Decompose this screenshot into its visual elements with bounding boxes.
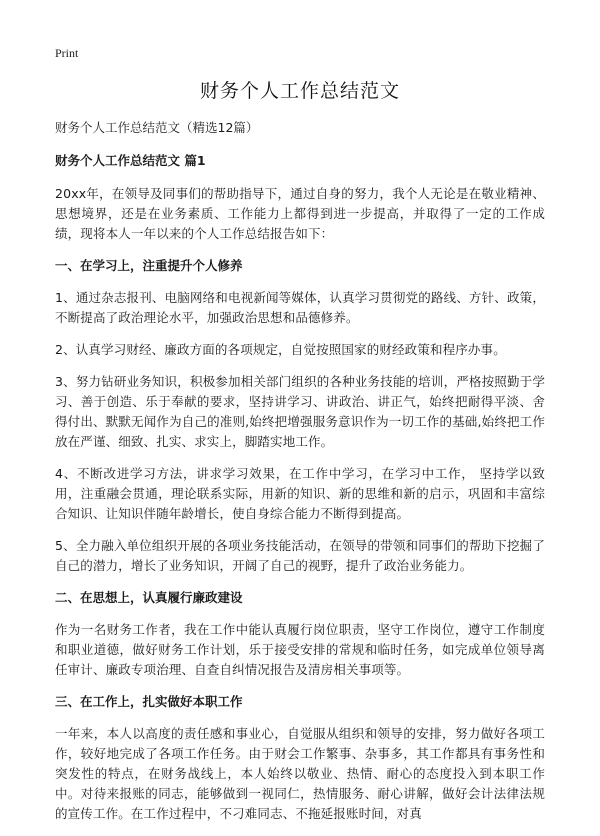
- list-item: 2、认真学习财经、廉政方面的各项规定，自觉按照国家的财经政策和程序办事。: [55, 342, 506, 357]
- list-item: 1、通过杂志报刊、电脑网络和电视新闻等媒体，认真学习贯彻党的路线、方针、政策，不断提高了政治理论水平，加强政治思想和品德修养。: [55, 290, 545, 325]
- document-body: [55, 118, 545, 836]
- section-title: 财务个人工作总结范文 篇1: [55, 153, 206, 168]
- list-item: 4、不断改进学习方法，讲求学习效果，在工作中学习，在学习中工作， 坚持学以致用，注重融会贯通，理论联系实际，用新的知识、新的思维和新的启示，巩固和丰富综合知识、让知识伴随年龄增长，使自身综合能力不断得到提高。: [55, 466, 545, 521]
- document-subtitle: 财务个人工作总结范文（精选12篇）: [55, 120, 259, 135]
- list-item: 5、全力融入单位组织开展的各项业务技能活动，在领导的带领和同事们的帮助下挖掘了自己的潜力，增长了业务知识，开阔了自己的视野，提升了政治业务能力。: [55, 538, 545, 573]
- list-item: 3、努力钻研业务知识，积极参加相关部门组织的各种业务技能的培训，严格按照勤于学习、善于创造、乐于奉献的要求，坚持讲学习、讲政治、讲正气，始终把耐得平淡、舍得付出、默默无闻作为自己的准则,始终把增强服务意识作为一切工作的基础,始终把工作放在严谨、细致、扎实、求实上，脚踏实地工作。: [55, 374, 545, 449]
- print-label[interactable]: Print: [55, 46, 79, 60]
- work-paragraph: 一年来，本人以高度的责任感和事业心，自觉服从组织和领导的安排，努力做好各项工作，较好地完成了各项工作任务。由于财会工作繁事、杂事多，其工作都具有事务性和突发性的特点，在财务战线上，本人始终以敬业、热情、耐心的态度投入到本职工作中。对待来报账的同志，能够做到一视同仁，热情服务、耐心讲解，做好会计法律法规的宣传工作。在工作过程中，不刁难同志、不拖延报账时间，对真: [55, 726, 545, 821]
- heading-learning: 一、在学习上，注重提升个人修养: [55, 258, 243, 273]
- ideology-paragraph: 作为一名财务工作者，我在工作中能认真履行岗位职责，坚守工作岗位，遵守工作制度和职业道德，做好财务工作计划，乐于接受安排的常规和临时任务，如完成单位领导离任审计、廉政专项治理、自查自纠情况报告及清房相关事项等。: [55, 622, 545, 677]
- heading-ideology: 二、在思想上，认真履行廉政建设: [55, 590, 243, 605]
- page-title: 财务个人工作总结范文: [199, 80, 400, 102]
- heading-work: 三、在工作上，扎实做好本职工作: [55, 694, 243, 709]
- intro-paragraph: 20xx年，在领导及同事们的帮助指导下，通过自身的努力，我个人无论是在敬业精神、思想境界，还是在业务素质、工作能力上都得到进一步提高，并取得了一定的工作成绩，现将本人一年以来的个人工作总结报告如下：: [55, 186, 545, 241]
